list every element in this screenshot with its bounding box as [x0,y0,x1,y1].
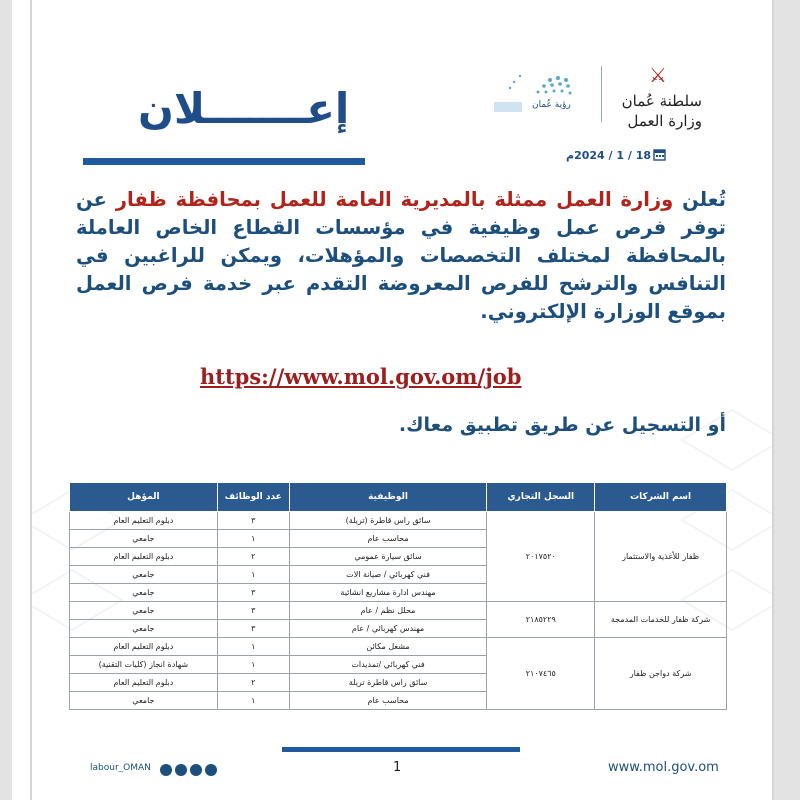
company-cell: شركة ظفار للخدمات المدمجة [595,602,727,638]
instagram-icon[interactable] [175,764,187,776]
viewer-edge-left [0,0,12,800]
social-icons [160,761,230,775]
job-cell: فني كهربائي /تمديدات [289,656,487,674]
count-cell: ١ [217,656,289,674]
qualification-cell: دبلوم التعليم العام [70,548,218,566]
oman-emblem-icon: ⚔ [649,63,667,87]
qualification-cell: شهادة انجاز (كليات التقنية) [70,656,218,674]
x-icon[interactable] [190,764,202,776]
header-job: الوظيفية [289,483,487,512]
job-cell: فني كهربائي / صيانة الات [289,566,487,584]
oman-vision-logo [490,66,598,122]
count-cell: ٣ [217,512,289,530]
qualification-cell: جامعي [70,692,218,710]
ministry-logo [610,62,702,132]
count-cell: ١ [217,530,289,548]
calendar-icon [653,148,666,161]
ministry-name-line2: وزارة العمل [627,112,702,130]
vision-text: رؤية عُمان [532,100,571,110]
qualification-cell: جامعي [70,530,218,548]
qualification-cell: دبلوم التعليم العام [70,512,218,530]
footer-website[interactable]: www.mol.gov.om [608,760,719,775]
page-number: 1 [393,760,402,775]
company-cell: شركة دواجن ظفار [595,638,727,710]
header-company: اسم الشركات [595,483,727,512]
body-rest: عن توفر فرص عمل وظيفية في مؤسسات القطاع الخاص العاملة بالمحافظة لمختلف التخصصات والمؤهلات، ويمكن للراغبين في التنافس والترشح للفرص المعروضة التقدم عبر خدمة فرص العمل بموقع الوزارة الإلكتروني. [76,188,726,323]
job-cell: مهندس ادارة مشاريع انشائية [289,584,487,602]
jobs-table [69,482,727,710]
title-underline [83,158,365,165]
vision-swirl-icon [490,66,598,122]
jobs-link[interactable]: https://www.mol.gov.om/job [200,364,522,389]
count-cell: ٣ [217,584,289,602]
header-qualification: المؤهل [70,483,218,512]
count-cell: ٢ [217,674,289,692]
qualification-cell: جامعي [70,602,218,620]
count-cell: ٢ [217,548,289,566]
qualification-cell: دبلوم التعليم العام [70,674,218,692]
announcement-body [76,186,726,326]
body-organization: وزارة العمل ممثلة بالمديرية العامة للعمل بمحافظة ظفار [115,188,674,211]
job-cell: سائق راس قاطرة تريلة [289,674,487,692]
job-cell: محاسب عام [289,530,487,548]
ministry-name-line1: سلطنة عُمان [621,92,702,110]
table-row [70,512,727,530]
count-cell: ١ [217,566,289,584]
count-cell: ١ [217,692,289,710]
snapchat-icon[interactable] [205,764,217,776]
count-cell: ١ [217,638,289,656]
table-header-row [70,483,727,512]
footer-bar [282,747,520,752]
logo-divider [601,66,602,122]
job-cell: محلل نظم / عام [289,602,487,620]
qualification-cell: دبلوم التعليم العام [70,638,218,656]
cr-cell: ٢٠١٧٥٢٠ [487,512,595,602]
cr-cell: ٢١٠٧٤٦٥ [487,638,595,710]
job-cell: سائق راس قاطرة (تريلة) [289,512,487,530]
job-cell: سائق سيارة عمومي [289,548,487,566]
count-cell: ٣ [217,602,289,620]
cr-cell: ٢١٨٥٢٢٩ [487,602,595,638]
job-cell: مشغل مكائن [289,638,487,656]
job-cell: مهندس كهربائي / عام [289,620,487,638]
social-handle: labour_OMAN [90,763,151,773]
announcement-date: 18 / 1 / 2024م [566,149,652,162]
count-cell: ٣ [217,620,289,638]
viewer-edge-right [772,0,800,800]
header-cr: السجل التجاري [487,483,595,512]
job-cell: محاسب عام [289,692,487,710]
company-cell: ظفار للأغذية والاستثمار [595,512,727,602]
header-count: عدد الوظائف [217,483,289,512]
app-registration-note: أو التسجيل عن طريق تطبيق معاك. [398,414,726,436]
page-title: إعـــــــلان [138,84,350,133]
body-lead: تُعلن [682,188,727,211]
table-row [70,638,727,656]
qualification-cell: جامعي [70,620,218,638]
qualification-cell: جامعي [70,584,218,602]
facebook-icon[interactable] [160,764,172,776]
table-row [70,602,727,620]
qualification-cell: جامعي [70,566,218,584]
